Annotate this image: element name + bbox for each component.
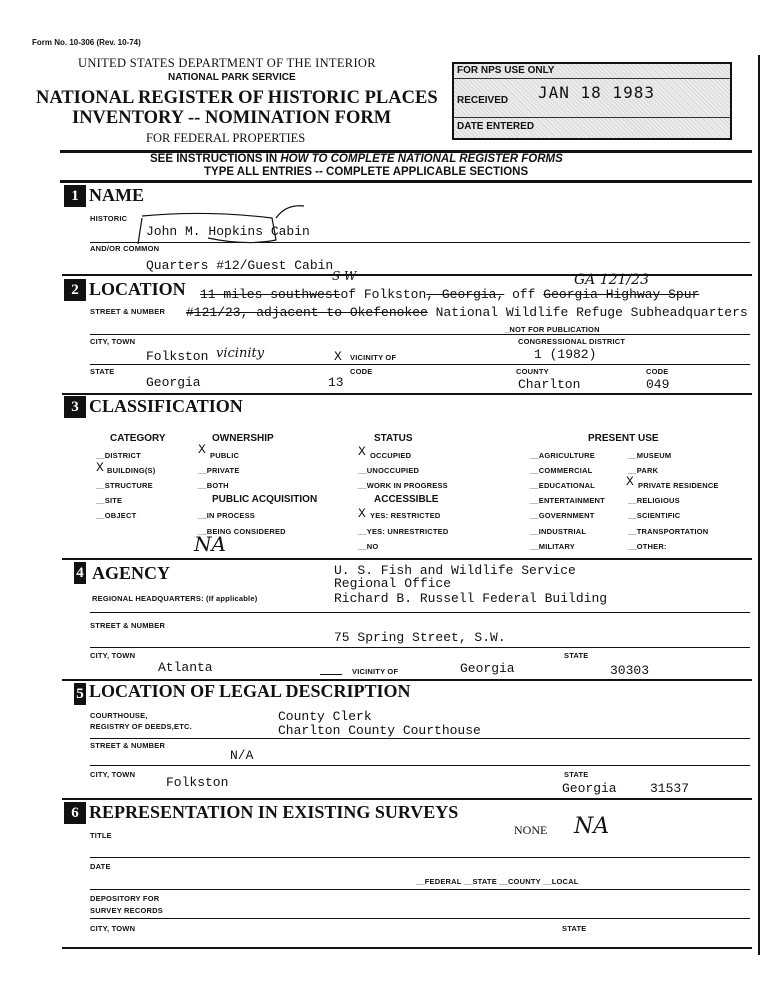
courthouse-line2: Charlton County Courthouse — [278, 723, 481, 738]
legal-city-value: Folkston — [166, 775, 229, 790]
street-line1: 11 miles southwestof Folkston, Georgia, off Georgia Highway Spur — [200, 287, 700, 302]
agency-line3: Richard B. Russell Federal Building — [334, 591, 608, 606]
agency-city-value: Atlanta — [158, 660, 213, 675]
agency-line2: Regional Office — [334, 576, 452, 591]
courthouse-rule — [90, 738, 750, 739]
survey-city-label: CITY, TOWN — [90, 924, 136, 933]
acquisition-in-process: __IN PROCESS — [198, 511, 256, 520]
instructions-line2: TYPE ALL ENTRIES -- COMPLETE APPLICABLE SECTIONS — [204, 166, 529, 178]
historic-value: John M. Hopkins Cabin — [146, 224, 310, 239]
legal-street-rule — [90, 765, 750, 766]
not-for-publication: _NOT FOR PUBLICATION — [505, 325, 600, 334]
county-value: Charlton — [518, 377, 581, 392]
common-label: AND/OR COMMON — [90, 244, 160, 253]
section5-number: 5 — [74, 683, 86, 705]
survey-level-options: __FEDERAL __STATE __COUNTY __LOCAL — [416, 877, 579, 886]
category-object: __OBJECT — [96, 511, 137, 520]
city-label: CITY, TOWN — [90, 337, 136, 346]
city-handwritten: vicinity — [216, 346, 265, 361]
instructions-line1: SEE INSTRUCTIONS IN HOW TO COMPLETE NATIONAL REGISTER FORMS — [150, 153, 563, 165]
received-label: RECEIVED — [457, 95, 509, 106]
historic-label: HISTORIC — [90, 214, 128, 223]
legal-zip: 31537 — [650, 781, 690, 796]
ownership-public-x: X — [198, 442, 206, 457]
congress-label: CONGRESSIONAL DISTRICT — [518, 337, 626, 346]
section6-title: REPRESENTATION IN EXISTING SURVEYS — [89, 802, 459, 822]
ownership-private: __PRIVATE — [198, 466, 240, 475]
agency-vicinity-label: VICINITY OF — [352, 667, 399, 676]
section4-title: AGENCY — [92, 563, 171, 583]
legal-street-label: STREET & NUMBER — [90, 741, 166, 750]
legal-state-label: STATE — [564, 770, 589, 779]
handwritten-sw: S W — [332, 269, 357, 283]
use-private-residence: PRIVATE RESIDENCE — [638, 481, 719, 490]
nps-use-box — [452, 62, 732, 140]
accessible-no: __NO — [358, 542, 379, 551]
legal-street-value: N/A — [230, 748, 254, 763]
use-military: __MILITARY — [530, 542, 575, 551]
section3-title: CLASSIFICATION — [89, 396, 243, 416]
section3-rule — [62, 558, 752, 560]
city-rule — [90, 364, 750, 365]
depository-rule — [90, 918, 750, 919]
agency-rule — [90, 612, 750, 613]
agency-vicinity-blank — [320, 674, 342, 675]
county-label: COUNTY — [516, 367, 549, 376]
use-entertainment: __ENTERTAINMENT — [530, 496, 605, 505]
vicinity-label: VICINITY OF — [350, 353, 397, 362]
section1-number: 1 — [64, 185, 86, 207]
instructions-rule — [60, 180, 752, 183]
agency-street-label: STREET & NUMBER — [90, 621, 166, 630]
use-industrial: __INDUSTRIAL — [530, 527, 587, 536]
survey-title-label: TITLE — [90, 831, 112, 840]
section3-number: 3 — [64, 396, 86, 418]
form-title-line2: INVENTORY -- NOMINATION FORM — [72, 108, 392, 128]
agency-line1: U. S. Fish and Wildlife Service — [334, 563, 576, 578]
use-transportation: __TRANSPORTATION — [628, 527, 709, 536]
street-label: STREET & NUMBER — [90, 307, 166, 316]
street-line2: #121/23, adjacent to Okefenokee National Wildlife Refuge Subheadquarters — [186, 305, 748, 320]
department-label: UNITED STATES DEPARTMENT OF THE INTERIOR — [78, 56, 376, 70]
historic-rule — [90, 242, 750, 243]
ownership-both: __BOTH — [198, 481, 229, 490]
regional-label: REGIONAL HEADQUARTERS: (If applicable) — [92, 594, 258, 603]
nps-use-label: FOR NPS USE ONLY — [457, 65, 555, 76]
handwritten-ga-route: GA 121/23 — [574, 272, 649, 288]
section5-rule — [62, 798, 752, 800]
use-museum: __MUSEUM — [628, 451, 672, 460]
acquisition-being-considered: __BEING CONSIDERED — [198, 527, 286, 536]
city-value: Folkston — [146, 349, 209, 364]
use-scientific: __SCIENTIFIC — [628, 511, 681, 520]
agency-state-label: STATE — [564, 651, 589, 660]
survey-handwritten-na: NA — [574, 814, 610, 839]
section4-number: 4 — [74, 562, 86, 584]
common-value: Quarters #12/Guest Cabin — [146, 258, 334, 273]
form-number: Form No. 10-306 (Rev. 10-74) — [32, 38, 141, 47]
status-unoccupied: __UNOCCUPIED — [358, 466, 420, 475]
use-agriculture: __AGRICULTURE — [530, 451, 595, 460]
agency-state-value: Georgia — [460, 661, 515, 676]
courthouse-label: COURTHOUSE, — [90, 711, 148, 720]
survey-date-label: DATE — [90, 862, 111, 871]
section6-number: 6 — [64, 802, 86, 824]
use-commercial: __COMMERCIAL — [530, 466, 593, 475]
state-value: Georgia — [146, 375, 201, 390]
survey-title-value: NONE — [514, 823, 548, 837]
agency-street-value: 75 Spring Street, S.W. — [334, 630, 506, 645]
service-label: NATIONAL PARK SERVICE — [168, 72, 296, 83]
category-structure: __STRUCTURE — [96, 481, 153, 490]
code-label: CODE — [350, 367, 373, 376]
state-label: STATE — [90, 367, 115, 376]
county-code: 049 — [646, 377, 670, 392]
section1-title: NAME — [89, 185, 144, 205]
category-district: __DISTRICT — [96, 451, 141, 460]
street-rule — [90, 334, 750, 335]
survey-title-rule — [90, 857, 750, 858]
accessible-restricted: YES: RESTRICTED — [370, 511, 441, 520]
form-title-line1: NATIONAL REGISTER OF HISTORIC PLACES — [36, 88, 438, 108]
depository-label1: DEPOSITORY FOR — [90, 894, 160, 903]
courthouse-line1: County Clerk — [278, 709, 372, 724]
survey-date-rule — [90, 889, 750, 890]
section2-number: 2 — [64, 279, 86, 301]
use-educational: __EDUCATIONAL — [530, 481, 595, 490]
accessible-label: ACCESSIBLE — [374, 494, 439, 505]
section2-title: LOCATION — [89, 279, 186, 299]
status-occupied-x: X — [358, 444, 366, 459]
category-building: BUILDING(S) — [107, 466, 156, 475]
category-site: __SITE — [96, 496, 123, 505]
status-work-in-progress: __WORK IN PROGRESS — [358, 481, 448, 490]
agency-zip: 30303 — [610, 663, 650, 678]
agency-street-rule — [90, 647, 750, 648]
ownership-label: OWNERSHIP — [212, 433, 274, 444]
legal-state-value: Georgia — [562, 781, 617, 796]
state-code: 13 — [328, 375, 344, 390]
use-private-residence-x: X — [626, 474, 634, 489]
agency-city-label: CITY, TOWN — [90, 651, 136, 660]
county-code-label: CODE — [646, 367, 669, 376]
legal-city-label: CITY, TOWN — [90, 770, 136, 779]
vicinity-mark: X — [334, 349, 342, 364]
accessible-unrestricted: __YES: UNRESTRICTED — [358, 527, 449, 536]
status-label: STATUS — [374, 433, 413, 444]
use-other: __OTHER: — [628, 542, 667, 551]
category-label: CATEGORY — [110, 433, 166, 444]
accessible-restricted-x: X — [358, 506, 366, 521]
use-religious: __RELIGIOUS — [628, 496, 680, 505]
section2-rule — [62, 393, 752, 395]
category-building-x: X — [96, 460, 104, 475]
use-park: __PARK — [628, 466, 659, 475]
page-border-right — [758, 55, 760, 955]
acquisition-handwritten-na: NA — [194, 532, 226, 556]
depository-label2: SURVEY RECORDS — [90, 906, 163, 915]
use-government: __GOVERNMENT — [530, 511, 595, 520]
section5-title: LOCATION OF LEGAL DESCRIPTION — [89, 681, 411, 701]
date-entered-label: DATE ENTERED — [457, 121, 535, 132]
received-stamp: JAN 18 1983 — [538, 83, 655, 102]
survey-state-label: STATE — [562, 924, 587, 933]
ownership-public: PUBLIC — [210, 451, 240, 460]
section6-rule — [62, 947, 752, 949]
present-use-label: PRESENT USE — [588, 433, 659, 444]
acquisition-label: PUBLIC ACQUISITION — [212, 494, 318, 505]
congress-value: 1 (1982) — [534, 347, 597, 362]
form-subtitle: FOR FEDERAL PROPERTIES — [146, 131, 306, 145]
status-occupied: OCCUPIED — [370, 451, 412, 460]
registry-label: REGISTRY OF DEEDS,ETC. — [90, 722, 192, 731]
